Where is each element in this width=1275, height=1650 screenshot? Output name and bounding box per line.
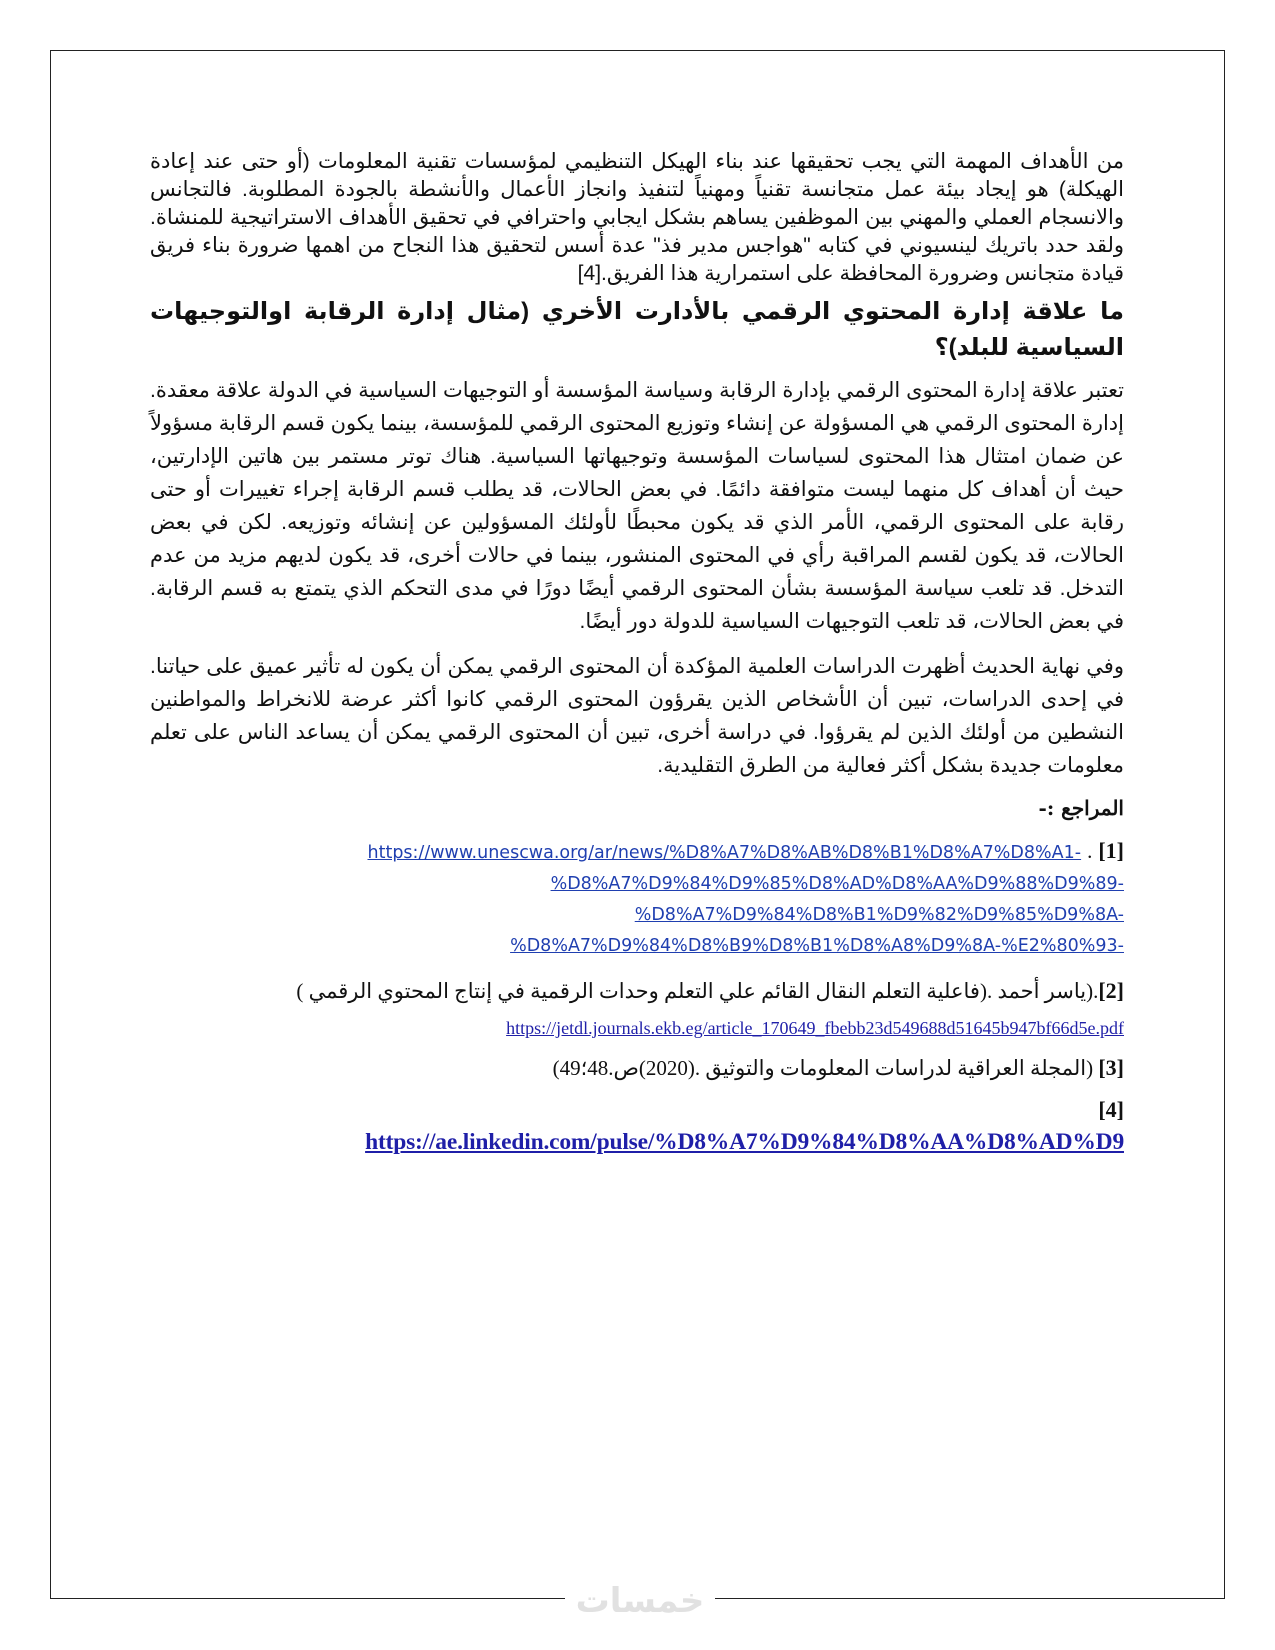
reference-1-link-cont[interactable]: %D8%A7%D9%84%D8%B9%D8%B1%D8%A8%D9%8A-%E2%80%93- — [510, 936, 1124, 956]
reference-1-link-line-3[interactable] — [150, 900, 1124, 931]
reference-2-link-row[interactable] — [150, 1018, 1124, 1039]
reference-2 — [150, 978, 1124, 1039]
reference-1 — [150, 838, 1124, 962]
reference-number: [4] — [1098, 1097, 1124, 1122]
body-paragraph-3: وفي نهاية الحديث أظهرت الدراسات العلمية المؤكدة أن المحتوى الرقمي يمكن أن يكون له تأثير عميق على حياتنا. في إحدى الدراسات، تبين أن الأشخاص الذين يقرؤون المحتوى الرقمي كانوا أكثر عرضة للانخراط والمواطنين النشطين من أولئك الذين لم يقرؤوا. في دراسة أخرى، تبين أن المحتوى الرقمي يمكن أن يساعد الناس على تعلم معلومات جديدة بشكل أكثر فعالية من الطرق التقليدية. — [150, 655, 1124, 777]
reference-4 — [150, 1097, 1124, 1156]
reference-1-link-line-2[interactable] — [150, 869, 1124, 900]
reference-3-text: (المجلة العراقية لدراسات المعلومات والتوثيق .(2020)ص.48؛49) — [552, 1056, 1094, 1080]
reference-1-row — [150, 838, 1124, 869]
reference-1-link-cont[interactable]: %D8%A7%D9%84%D8%B1%D9%82%D9%85%D9%8A- — [634, 905, 1124, 925]
reference-1-link-cont[interactable]: %D8%A7%D9%84%D9%85%D8%AD%D8%AA%D9%88%D9%89- — [550, 874, 1124, 894]
reference-1-link[interactable]: https://www.unescwa.org/ar/news/%D8%A7%D8%AB%D8%B1%D8%A7%D8%A1- — [367, 843, 1082, 863]
reference-number: [3] — [1098, 1055, 1124, 1080]
reference-4-link-row[interactable] — [150, 1129, 1124, 1156]
reference-2-text: .(ياسر أحمد .(فاعلية التعلم النقال القائم علي التعلم وحدات الرقمية في إنتاج المحتوي الرقمي ) — [296, 979, 1099, 1003]
reference-number: [2] — [1098, 978, 1124, 1003]
reference-4-link[interactable]: https://ae.linkedin.com/pulse/%D8%A7%D9%84%D8%AA%D8%AD%D9 — [365, 1129, 1124, 1155]
body-paragraph-2: تعتبر علاقة إدارة المحتوى الرقمي بإدارة الرقابة وسياسة المؤسسة أو التوجيهات السياسية في الدولة علاقة معقدة. إدارة المحتوى الرقمي هي المسؤولة عن إنشاء وتوزيع المحتوى الرقمي للمؤسسة، بينما يكون قسم الرقابة مسؤولاً عن ضمان امتثال هذا المحتوى لسياسات المؤسسة وتوجيهاتها السياسية. هناك توتر مستمر بين هاتين الإدارتين، حيث أن أهداف كل منهما ليست متوافقة دائمًا. في بعض الحالات، قد يطلب قسم الرقابة إجراء تغييرات أو حتى رقابة على المحتوى الرقمي، الأمر الذي قد يكون محبطًا لأولئك المسؤولين عن إنشائه وتوزيعه. لكن في بعض الحالات، قد يكون لقسم المراقبة رأي في المحتوى المنشور، بينما في حالات أخرى، قد يكون لديهم مزيد من عدم التدخل. قد تلعب سياسة المؤسسة بشأن المحتوى الرقمي أيضًا دورًا في مدى التحكم الذي يتمتع به قسم الرقابة. في بعض الحالات، قد تلعب التوجيهات السياسية للدولة دور أيضًا. — [150, 379, 1124, 633]
reference-1-link-line-1[interactable] — [368, 838, 1082, 869]
reference-number: [1] — [1098, 838, 1124, 863]
document-body — [150, 148, 1124, 1172]
reference-1-link-line-4[interactable] — [150, 931, 1124, 962]
intro-paragraph: من الأهداف المهمة التي يجب تحقيقها عند بناء الهيكل التنظيمي لمؤسسات تقنية المعلومات (أو حتى عند إعادة الهيكلة) هو إيجاد بيئة عمل متجانسة تقنياً ومهنياً لتنفيذ وانجاز الأعمال والأنشطة بالجودة المطلوبة. فالتجانس والانسجام العملي والمهني بين الموظفين يساهم بشكل ايجابي واحترافي في تحقيق الأهداف الاستراتيجية للمنشاة. ولقد حدد باتريك لينسيوني في كتابه "هواجس مدير فذ" عدة أسس لتحقيق هذا النجاح من اهمها ضرورة بناء فريق قيادة متجانس وضرورة المحافظة على استمرارية هذا الفريق.[4] — [150, 150, 1124, 285]
reference-3 — [150, 1055, 1124, 1081]
reference-2-link[interactable]: https://jetdl.journals.ekb.eg/article_170649_fbebb23d549688d51645b947bf66d5e.pdf — [506, 1018, 1124, 1038]
reference-prefix: . — [1087, 839, 1093, 863]
khamsat-watermark-logo: خمسات — [565, 1583, 715, 1619]
section-heading: ما علاقة إدارة المحتوي الرقمي بالأدارت الأخري (مثال إدارة الرقابة اوالتوجيهات السياسية للبلد)؟ — [150, 298, 1125, 361]
references-title: المراجع :- — [1038, 796, 1124, 820]
